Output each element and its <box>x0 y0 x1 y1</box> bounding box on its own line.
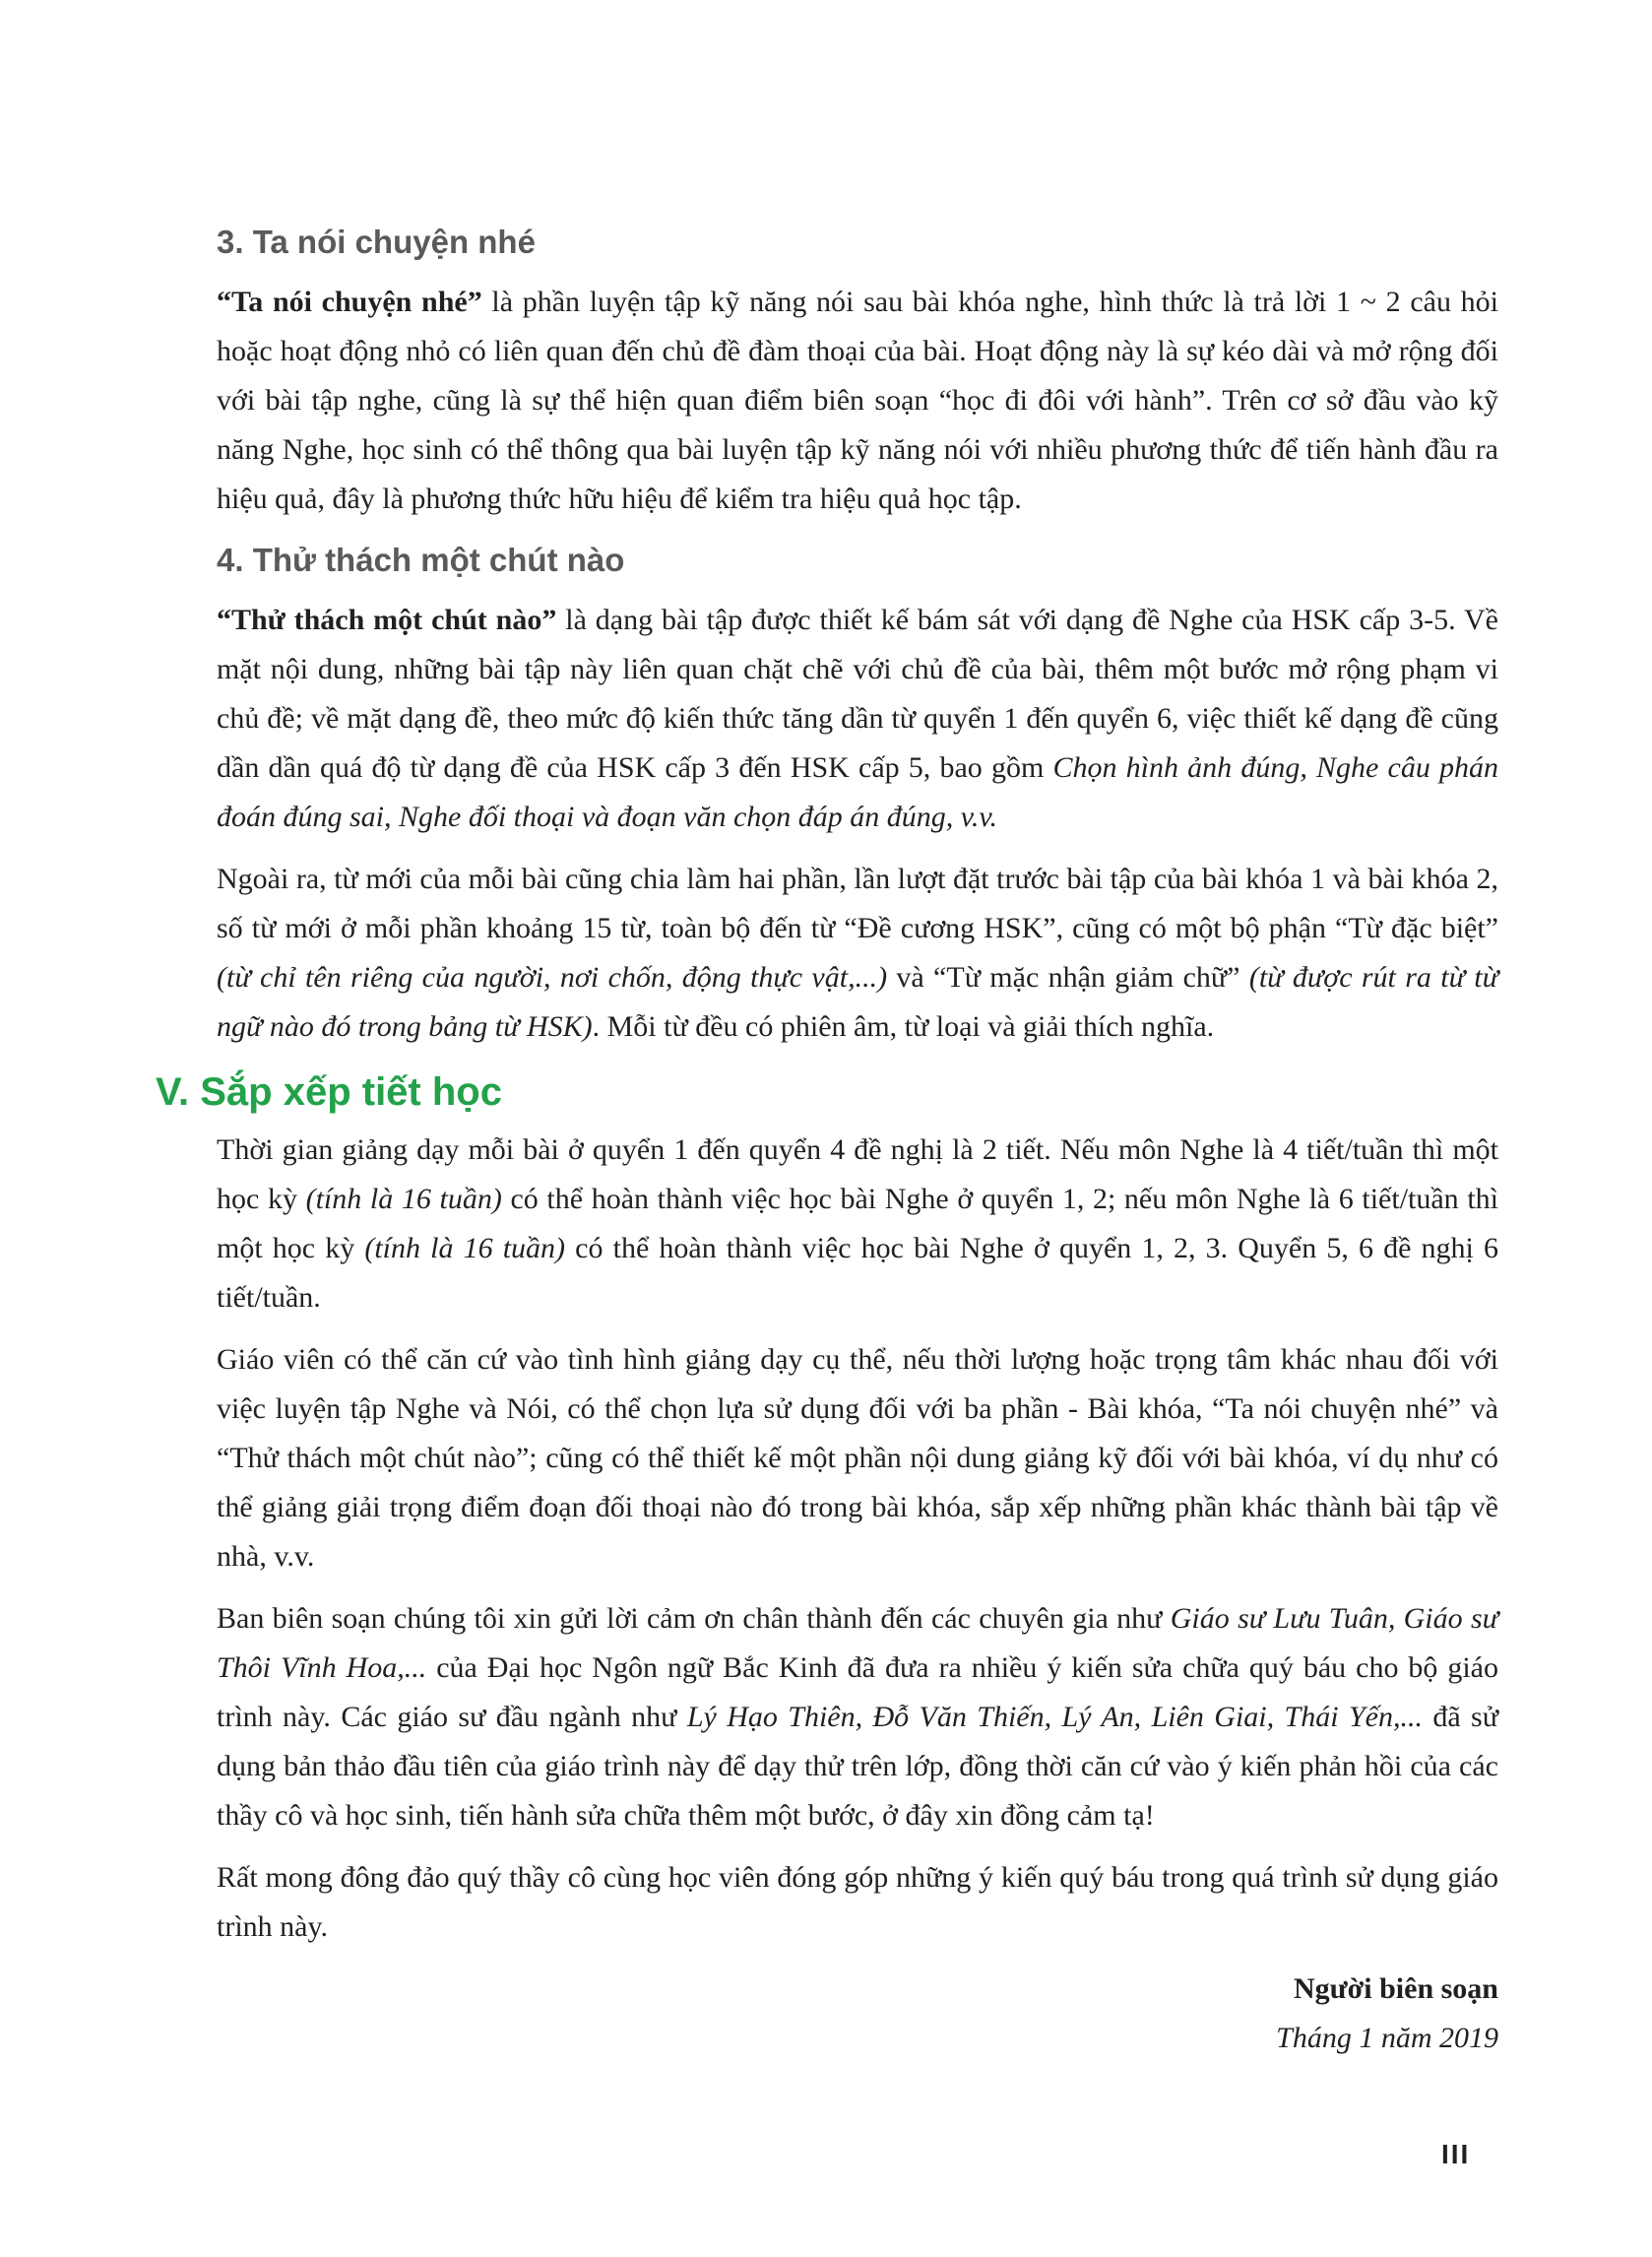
signature-date: Tháng 1 năm 2019 <box>1276 2022 1498 2054</box>
italic-experts: Giáo sư Lưu Tuân, Giáo sư Thôi Vĩnh Hoa,... <box>217 1602 1498 1684</box>
page-number: III <box>1441 2139 1471 2169</box>
paragraph-thoi-gian <box>217 1126 1498 1322</box>
italic-note-16-tuan: (tính là 16 tuần) <box>364 1232 566 1264</box>
paragraph-text: và “Từ mặc nhận giảm chữ” <box>887 961 1249 994</box>
paragraph-text: Thời gian giảng dạy mỗi bài ở quyển 1 đến quyển 4 đề nghị là 2 tiết. Nếu môn Nghe là 4 tiết/tuần thì một học kỳ <box>217 1133 1498 1215</box>
page-content <box>156 219 1498 2063</box>
italic-exercise-types: Chọn hình ảnh đúng, Nghe câu phán đoán đúng sai, Nghe đối thoại và đoạn văn chọn đáp án đúng, v.v. <box>217 751 1498 833</box>
section-heading-sap-xep-tiet-hoc: V. Sắp xếp tiết học <box>156 1070 502 1114</box>
bold-term-thu-thach: “Thử thách một chút nào” <box>217 604 557 636</box>
paragraph-text: của Đại học Ngôn ngữ Bắc Kinh đã đưa ra nhiều ý kiến sửa chữa quý báu cho bộ giáo trình này. Các giáo sư đầu ngành như <box>217 1651 1498 1733</box>
paragraph-text: . Mỗi từ đều có phiên âm, từ loại và giải thích nghĩa. <box>592 1010 1215 1043</box>
italic-note-tu-dac-biet: (từ chỉ tên riêng của người, nơi chốn, động thực vật,...) <box>217 961 888 994</box>
paragraph-tu-moi <box>217 855 1498 1052</box>
paragraph-text: Ban biên soạn chúng tôi xin gửi lời cảm ơn chân thành đến các chuyên gia như <box>217 1602 1171 1635</box>
heading-ta-noi-chuyen-nhe: 3. Ta nói chuyện nhé <box>217 224 536 260</box>
paragraph-thu-thach <box>217 596 1498 842</box>
heading-thu-thach: 4. Thử thách một chút nào <box>217 542 625 578</box>
paragraph-text: có thể hoàn thành việc học bài Nghe ở quyển 1, 2; nếu môn Nghe là 6 tiết/tuần thì một học kỳ <box>217 1183 1498 1264</box>
italic-professors: Lý Hạo Thiên, Đỗ Văn Thiến, Lý An, Liên Giai, Thái Yến,... <box>686 1701 1423 1733</box>
paragraph-loi-cam-on <box>217 1594 1498 1840</box>
paragraph-text: là phần luyện tập kỹ năng nói sau bài khóa nghe, hình thức là trả lời 1 ~ 2 câu hỏi hoặc hoạt động nhỏ có liên quan đến chủ đề đàm thoại của bài. Hoạt động này là sự kéo dài và mở rộng đối với bài tập nghe, cũng là sự thể hiện quan điểm biên soạn “học đi đôi với hành”. Trên cơ sở đầu vào kỹ năng Nghe, học sinh có thể thông qua bài luyện tập kỹ năng nói với nhiều phương thức để tiến hành đầu ra hiệu quả, đây là phương thức hữu hiệu để kiểm tra hiệu quả học tập. <box>217 286 1498 515</box>
italic-note-tu-mac-nhan: (từ được rút ra từ từ ngữ nào đó trong bảng từ HSK) <box>217 961 1498 1043</box>
bold-term-ta-noi-chuyen-nhe: “Ta nói chuyện nhé” <box>217 286 482 318</box>
paragraph-rat-mong: Rất mong đông đảo quý thầy cô cùng học viên đóng góp những ý kiến quý báu trong quá trình sử dụng giáo trình này. <box>217 1861 1498 1943</box>
signature-block <box>217 1965 1498 2063</box>
paragraph-text: Ngoài ra, từ mới của mỗi bài cũng chia làm hai phần, lần lượt đặt trước bài tập của bài khóa 1 và bài khóa 2, số từ mới ở mỗi phần khoảng 15 từ, toàn bộ đến từ “Đề cương HSK”, cũng có một bộ phận “Từ đặc biệt” <box>217 863 1498 944</box>
paragraph-text: có thể hoàn thành việc học bài Nghe ở quyển 1, 2, 3. Quyển 5, 6 đề nghị 6 tiết/tuần. <box>217 1232 1498 1314</box>
paragraph-text: đã sử dụng bản thảo đầu tiên của giáo trình này để dạy thử trên lớp, đồng thời căn cứ vào ý kiến phản hồi của các thầy cô và học sinh, tiến hành sửa chữa thêm một bước, ở đây xin đồng cảm tạ! <box>217 1701 1498 1832</box>
italic-note-16-tuan: (tính là 16 tuần) <box>305 1183 502 1215</box>
signature-name: Người biên soạn <box>1294 1972 1498 2005</box>
paragraph-text: là dạng bài tập được thiết kế bám sát với dạng đề Nghe của HSK cấp 3-5. Về mặt nội dung, những bài tập này liên quan chặt chẽ với chủ đề của bài, thêm một bước mở rộng phạm vi chủ đề; về mặt dạng đề, theo mức độ kiến thức tăng dần từ quyển 1 đến quyển 6, việc thiết kế dạng đề cũng dần dần quá độ từ dạng đề của HSK cấp 3 đến HSK cấp 5, bao gồm <box>217 604 1498 784</box>
paragraph-giao-vien: Giáo viên có thể căn cứ vào tình hình giảng dạy cụ thể, nếu thời lượng hoặc trọng tâm khác nhau đối với việc luyện tập Nghe và Nói, có thể chọn lựa sử dụng đối với ba phần - Bài khóa, “Ta nói chuyện nhé” và “Thử thách một chút nào”; cũng có thể thiết kế một phần nội dung giảng kỹ đối với bài khóa, ví dụ như có thể giảng giải trọng điểm đoạn đối thoại nào đó trong bài khóa, sắp xếp những phần khác thành bài tập về nhà, v.v. <box>217 1343 1498 1573</box>
paragraph-ta-noi-chuyen-nhe <box>217 278 1498 524</box>
